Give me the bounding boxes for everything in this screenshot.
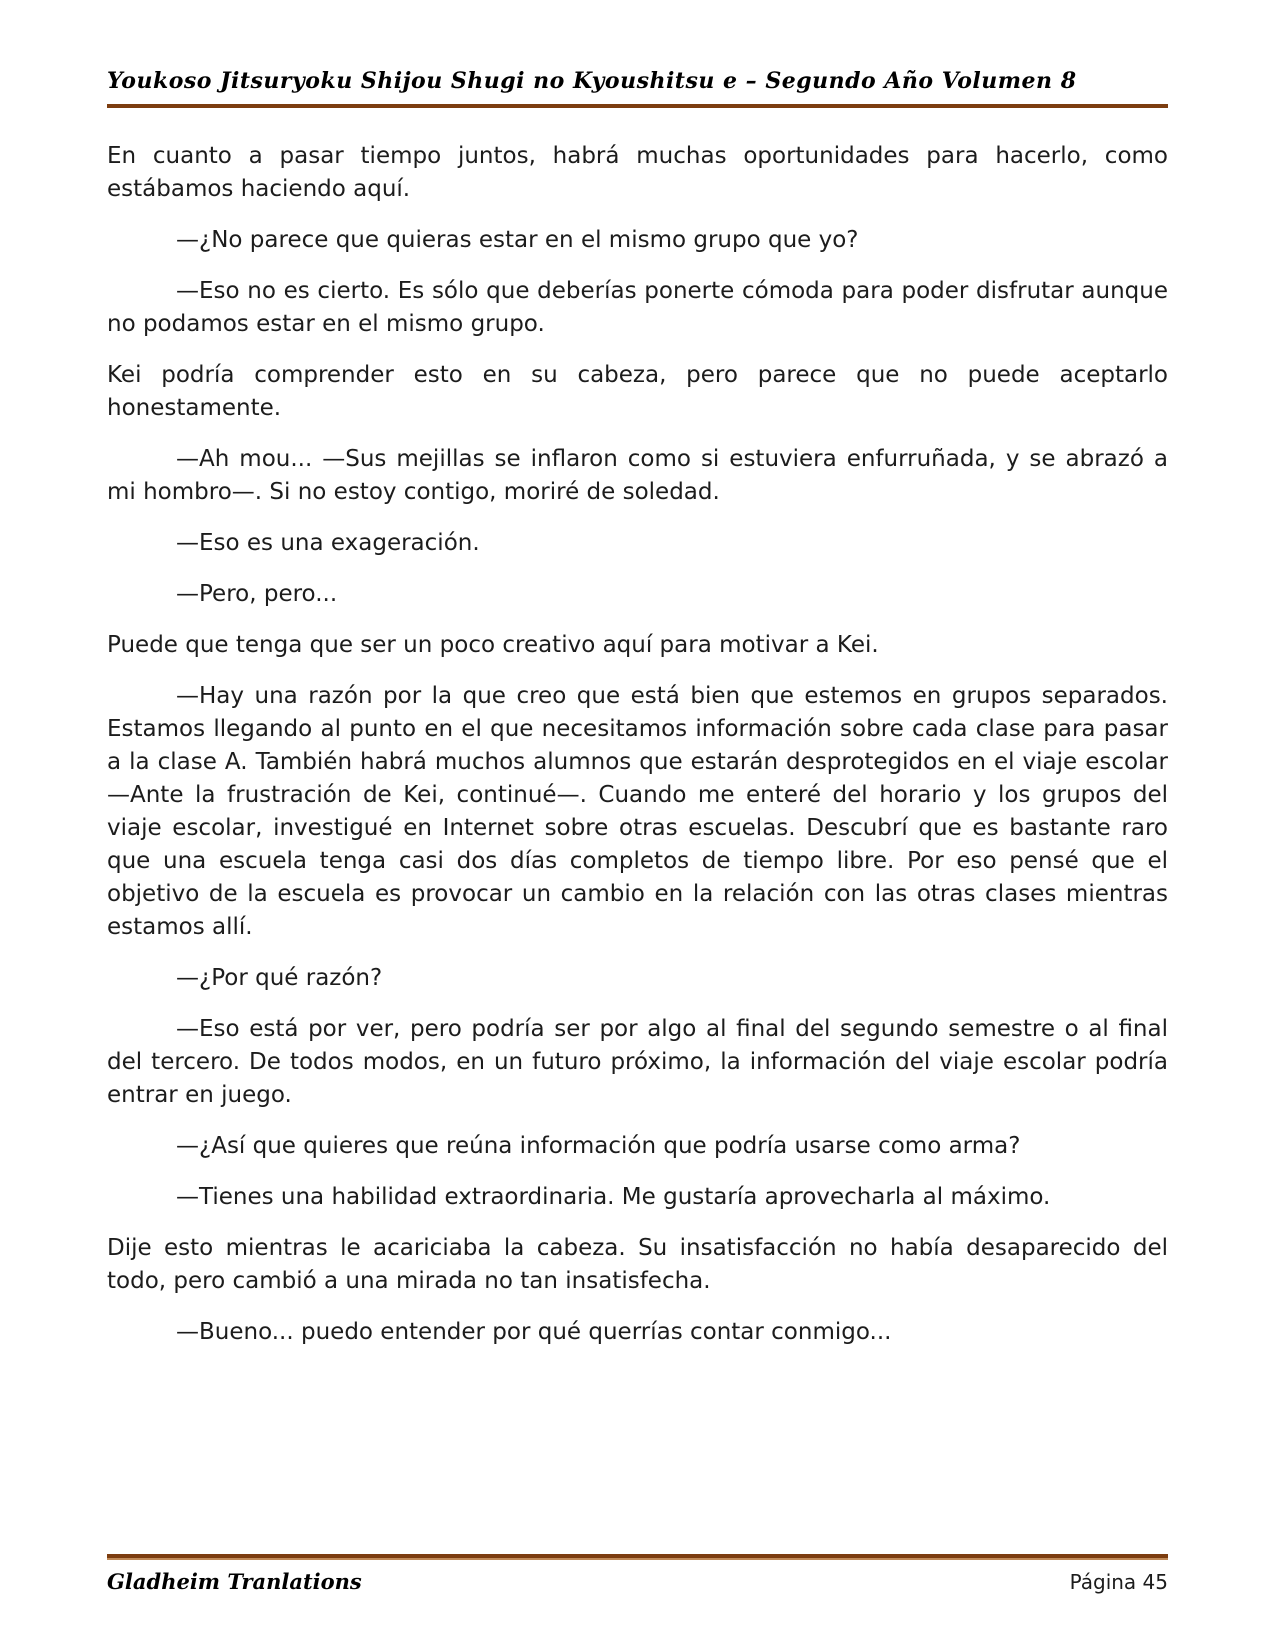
paragraph: Kei podría comprender esto en su cabeza, pero parece que no puede aceptarlo honestamente. xyxy=(107,362,1168,421)
body-text xyxy=(107,140,1168,1367)
page-footer xyxy=(107,1554,1168,1594)
paragraph: —Tienes una habilidad extraordinaria. Me gustaría aprovecharla al máximo. xyxy=(176,1184,1051,1210)
paragraph: En cuanto a pasar tiempo juntos, habrá muchas oportunidades para hacerlo, como estábamos haciendo aquí. xyxy=(107,143,1168,202)
paragraph: —Ah mou... —Sus mejillas se inflaron como si estuviera enfurruñada, y se abrazó a mi hombro—. Si no estoy contigo, moriré de soledad. xyxy=(107,446,1168,505)
paragraph: —Eso está por ver, pero podría ser por algo al final del segundo semestre o al final del tercero. De todos modos, en un futuro próximo, la información del viaje escolar podría entrar en juego. xyxy=(107,1016,1168,1108)
footer-row xyxy=(107,1569,1168,1594)
footer-translator: Gladheim Tranlations xyxy=(107,1569,362,1594)
header-title: Youkoso Jitsuryoku Shijou Shugi no Kyoushitsu e – Segundo Año Volumen 8 xyxy=(107,68,1077,94)
page-header xyxy=(107,68,1168,108)
paragraph: —¿Por qué razón? xyxy=(176,965,383,991)
header-rule xyxy=(107,104,1168,108)
paragraph: —Pero, pero... xyxy=(176,581,338,607)
paragraph: Puede que tenga que ser un poco creativo aquí para motivar a Kei. xyxy=(107,632,879,658)
paragraph: —¿No parece que quieras estar en el mismo grupo que yo? xyxy=(176,227,859,253)
paragraph: —Eso es una exageración. xyxy=(176,530,480,556)
paragraph: —Bueno... puedo entender por qué querrías contar conmigo... xyxy=(176,1319,892,1345)
footer-page-number: Página 45 xyxy=(1069,1570,1168,1594)
paragraph: —Eso no es cierto. Es sólo que deberías ponerte cómoda para poder disfrutar aunque no podamos estar en el mismo grupo. xyxy=(107,278,1168,337)
paragraph: Dije esto mientras le acariciaba la cabeza. Su insatisfacción no había desaparecido del todo, pero cambió a una mirada no tan insatisfecha. xyxy=(107,1235,1168,1294)
paragraph: —Hay una razón por la que creo que está bien que estemos en grupos separados. Estamos llegando al punto en el que necesitamos información sobre cada clase para pasar a la clase A. También habrá muchos alumnos que estarán desprotegidos en el viaje escolar —Ante la frustración de Kei, continué—. Cuando me enteré del horario y los grupos del viaje escolar, investigué en Internet sobre otras escuelas. Descubrí que es bastante raro que una escuela tenga casi dos días completos de tiempo libre. Por eso pensé que el objetivo de la escuela es provocar un cambio en la relación con las otras clases mientras estamos allí. xyxy=(107,683,1168,940)
footer-rule-accent xyxy=(107,1558,1168,1560)
paragraph: —¿Así que quieres que reúna información que podría usarse como arma? xyxy=(176,1133,1021,1159)
